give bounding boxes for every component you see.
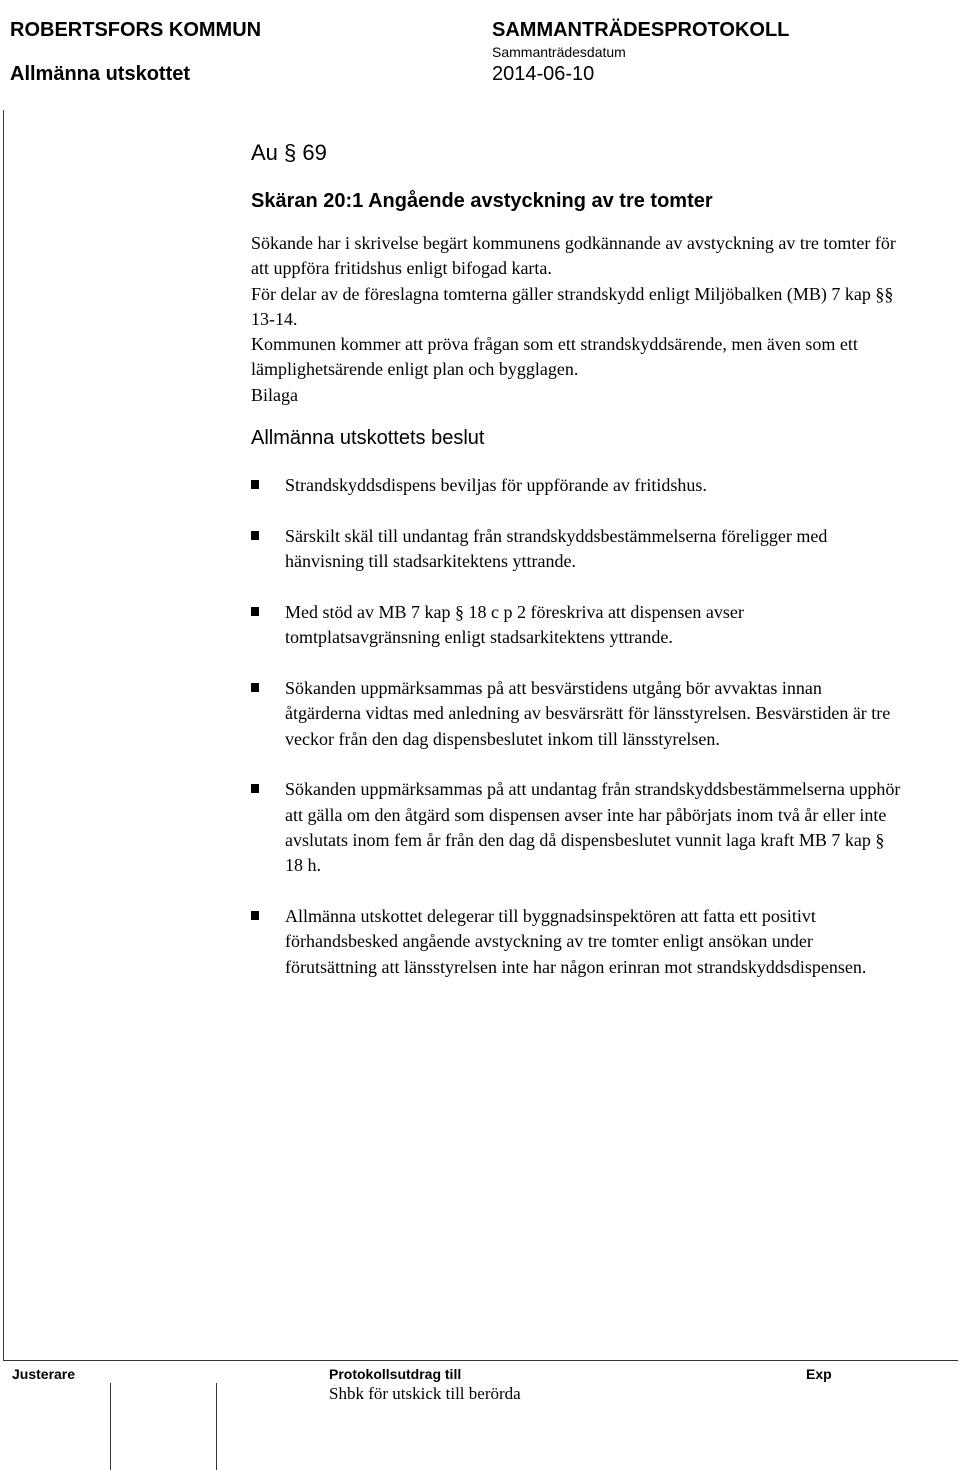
footer-exp-label: Exp <box>806 1366 832 1382</box>
header-date: 2014-06-10 <box>492 63 595 85</box>
section-title: Skäran 20:1 Angående avstyckning av tre tomter <box>251 190 713 212</box>
header-doc-type: SAMMANTRÄDESPROTOKOLL <box>492 19 790 41</box>
list-item: Särskilt skäl till undantag från strandskyddsbestämmelserna föreligger med hänvisning till stadsarkitektens yttrande. <box>251 524 901 575</box>
au-number: Au § 69 <box>251 140 327 165</box>
list-item: Med stöd av MB 7 kap § 18 c p 2 föreskriva att dispensen avser tomtplatsavgränsning enligt stadsarkitektens yttrande. <box>251 600 901 651</box>
footer-protokollsutdrag-value: Shbk för utskick till berörda <box>329 1384 521 1403</box>
square-bullet-icon <box>251 784 259 793</box>
paragraph: Sökande har i skrivelse begärt kommunens godkännande av avstyckning av tre tomter för att uppföra fritidshus enligt bifogad karta. <box>251 233 896 279</box>
square-bullet-icon <box>251 911 259 920</box>
attachment-label: Bilaga <box>251 384 298 405</box>
footer-divider <box>3 1360 958 1361</box>
paragraph: För delar av de föreslagna tomterna gäller strandskydd enligt Miljöbalken (MB) 7 kap §§ 13-14. <box>251 283 894 329</box>
square-bullet-icon <box>251 607 259 616</box>
decision-title: Allmänna utskottets beslut <box>251 427 485 450</box>
header-date-label: Sammanträdesdatum <box>492 44 626 60</box>
square-bullet-icon <box>251 531 259 540</box>
document-body <box>251 140 901 1006</box>
square-bullet-icon <box>251 683 259 692</box>
body-text <box>251 231 901 408</box>
footer-signature-line-1 <box>110 1383 111 1470</box>
left-border-line <box>3 110 4 1360</box>
paragraph: Kommunen kommer att pröva frågan som ett strandskyddsärende, men även som ett lämplighetsärende enligt plan och bygglagen. <box>251 334 858 380</box>
header-committee: Allmänna utskottet <box>10 63 191 85</box>
list-item: Sökanden uppmärksammas på att undantag från strandskyddsbestämmelserna upphör att gälla om den åtgärd som dispensen avser inte har påbörjats inom två år eller inte avslutats inom fem år från den dag då dispensbeslutet vunnit laga kraft MB 7 kap § 18 h. <box>251 777 901 878</box>
list-item: Strandskyddsdispens beviljas för uppförande av fritidshus. <box>251 473 901 498</box>
decision-list <box>251 473 901 980</box>
list-item: Allmänna utskottet delegerar till byggnadsinspektören att fatta ett positivt förhandsbesked angående avstyckning av tre tomter enligt ansökan under förutsättning att länsstyrelsen inte har någon erinran mot strandskyddsdispensen. <box>251 904 901 980</box>
header-organization: ROBERTSFORS KOMMUN <box>10 19 262 41</box>
footer-protokollsutdrag-label: Protokollsutdrag till <box>329 1366 462 1382</box>
footer-signature-line-2 <box>216 1383 217 1470</box>
square-bullet-icon <box>251 480 259 489</box>
list-item: Sökanden uppmärksammas på att besvärstidens utgång bör avvaktas innan åtgärderna vidtas med anledning av besvärsrätt för länsstyrelsen. Besvärstiden är tre veckor från den dag dispensbeslutet inkom till länsstyrelsen. <box>251 676 901 752</box>
footer-justerare-label: Justerare <box>12 1366 76 1382</box>
